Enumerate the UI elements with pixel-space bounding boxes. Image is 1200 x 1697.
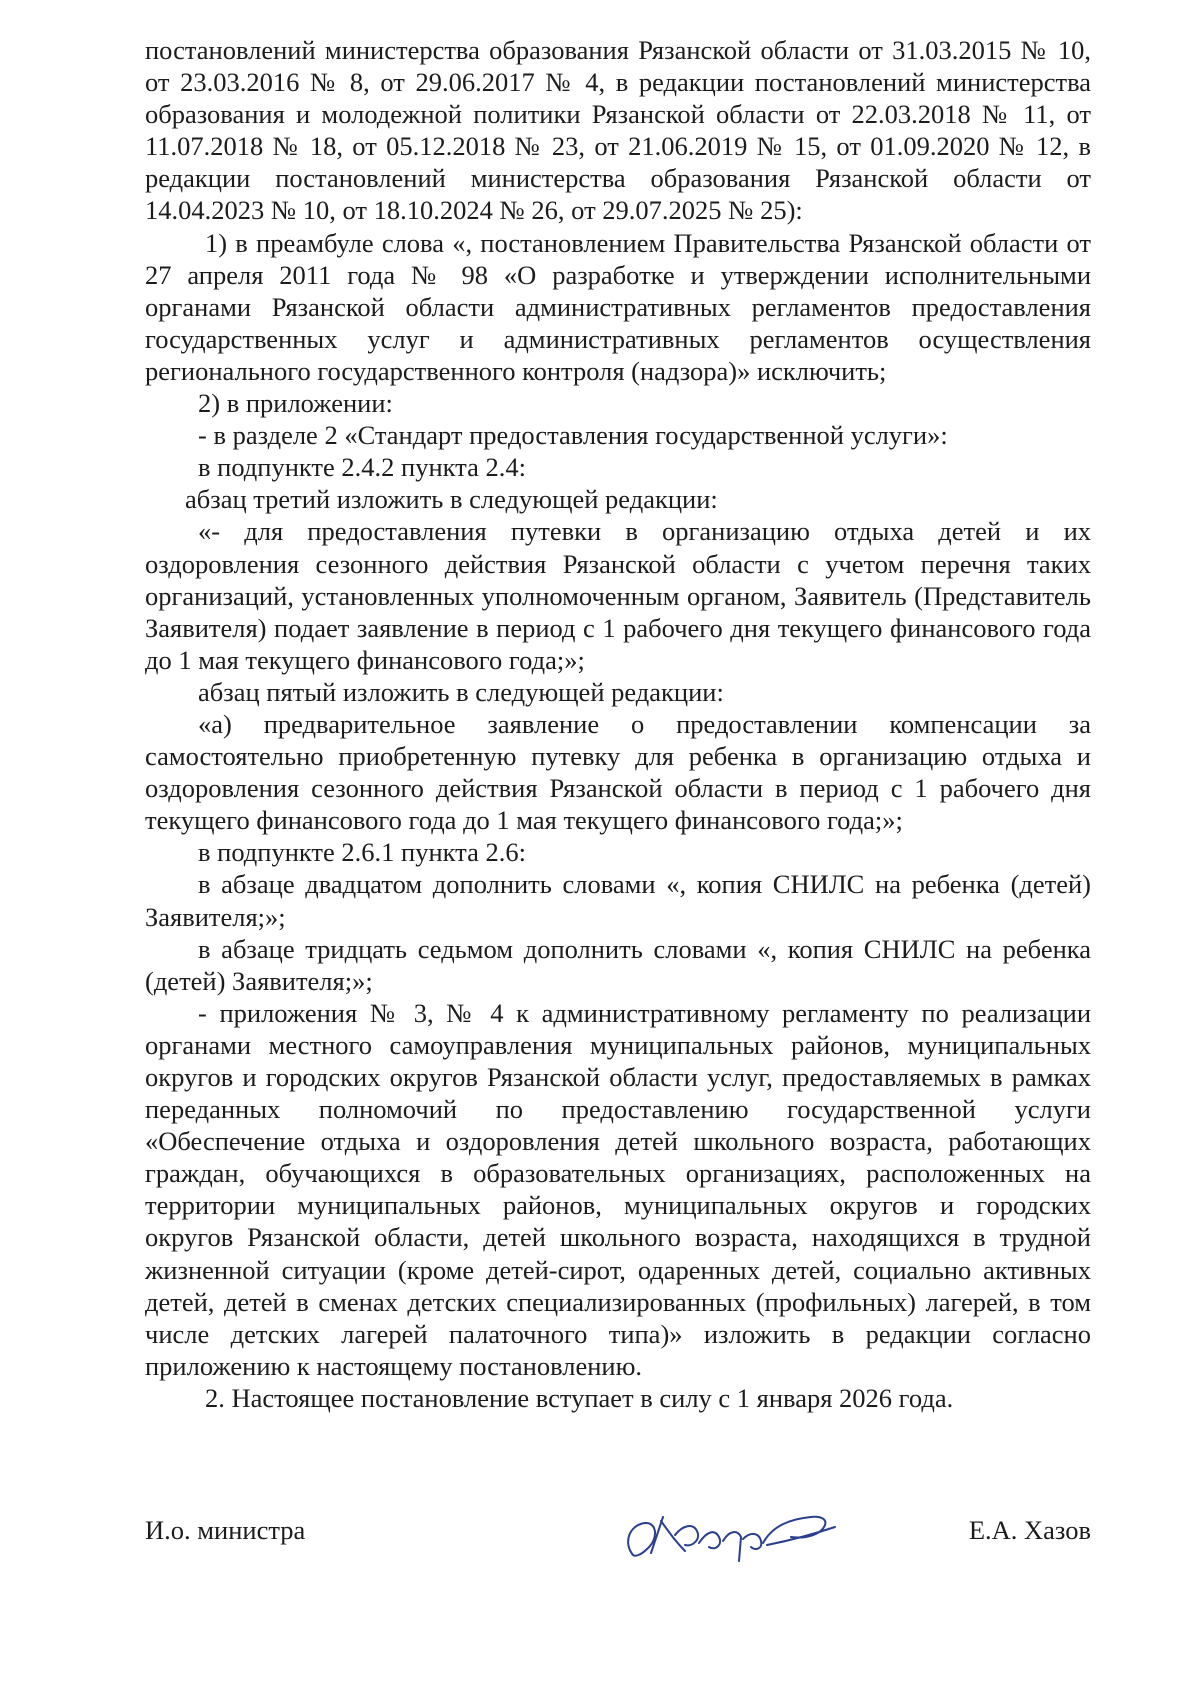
signatory-name: Е.А. Хазов bbox=[968, 1515, 1091, 1545]
paragraph: в абзаце двадцатом дополнить словами «, копия СНИЛС на ребенка (детей) Заявителя;»; bbox=[145, 869, 1091, 932]
paragraph: 2. Настоящее постановление вступает в силу с 1 января 2026 года. bbox=[205, 1382, 954, 1413]
paragraph: в подпункте 2.4.2 пункта 2.4: bbox=[198, 452, 526, 483]
document-body bbox=[145, 34, 1091, 1414]
signature-block bbox=[145, 1515, 1091, 1575]
paragraph: - в разделе 2 «Стандарт предоставления государственной услуги»: bbox=[198, 420, 948, 451]
paragraph: 2) в приложении: bbox=[198, 388, 393, 419]
paragraph: в подпункте 2.6.1 пункта 2.6: bbox=[198, 837, 526, 868]
signatory-position: И.о. министра bbox=[145, 1515, 306, 1545]
paragraph: - приложения № 3, № 4 к административному регламенту по реализации органами местного самоуправления муниципальных районов, муниципальных округов и городских округов Рязанской области услуг, предоставляемых в рамках переданных полномочий по предоставлению государственной услуги «Обеспечение отдыха и оздоровления детей школьного возраста, работающих граждан, обучающихся в образовательных организациях, расположенных на территории муниципальных районов, муниципальных округов и городских округов Рязанской области, детей школьного возраста, находящихся в трудной жизненной ситуации (кроме детей-сирот, одаренных детей, социально активных детей, детей в сменах детских специализированных (профильных) лагерей, в том числе детских лагерей палаточного типа)» изложить в редакции согласно приложению к настоящему постановлению. bbox=[145, 997, 1091, 1381]
paragraph: постановлений министерства образования Рязанской области от 31.03.2015 № 10, от 23.03.2016 № 8, от 29.06.2017 № 4, в редакции постановлений министерства образования и молодежной политики Рязанской области от 22.03.2018 № 11, от 11.07.2018 № 18, от 05.12.2018 № 23, от 21.06.2019 № 15, от 01.09.2020 № 12, в редакции постановлений министерства образования Рязанской области от 14.04.2023 № 10, от 18.10.2024 № 26, от 29.07.2025 № 25): bbox=[145, 35, 1091, 226]
paragraph: 1) в преамбуле слова «, постановлением Правительства Рязанской области от 27 апреля 2011 года № 98 «О разработке и утверждении исполнительными органами Рязанской области административных регламентов предоставления государственных услуг и административных регламентов осуществления регионального государственного контроля (надзора)» исключить; bbox=[145, 227, 1091, 386]
paragraph: абзац третий изложить в следующей редакции: bbox=[185, 484, 718, 515]
paragraph: абзац пятый изложить в следующей редакции: bbox=[198, 676, 724, 707]
handwritten-signature bbox=[615, 1495, 845, 1575]
paragraph: «- для предоставления путевки в организацию отдыха детей и их оздоровления сезонного действия Рязанской области с учетом перечня таких организаций, установленных уполномоченным органом, Заявитель (Представитель Заявителя) подает заявление в период с 1 рабочего дня текущего финансового года до 1 мая текущего финансового года;»; bbox=[145, 516, 1091, 675]
paragraph: «а) предварительное заявление о предоставлении компенсации за самостоятельно приобретенную путевку для ребенка в организацию отдыха и оздоровления сезонного действия Рязанской области в период с 1 рабочего дня текущего финансового года до 1 мая текущего финансового года;»; bbox=[145, 708, 1091, 836]
paragraph: в абзаце тридцать седьмом дополнить словами «, копия СНИЛС на ребенка (детей) Заявителя;»; bbox=[145, 933, 1091, 996]
